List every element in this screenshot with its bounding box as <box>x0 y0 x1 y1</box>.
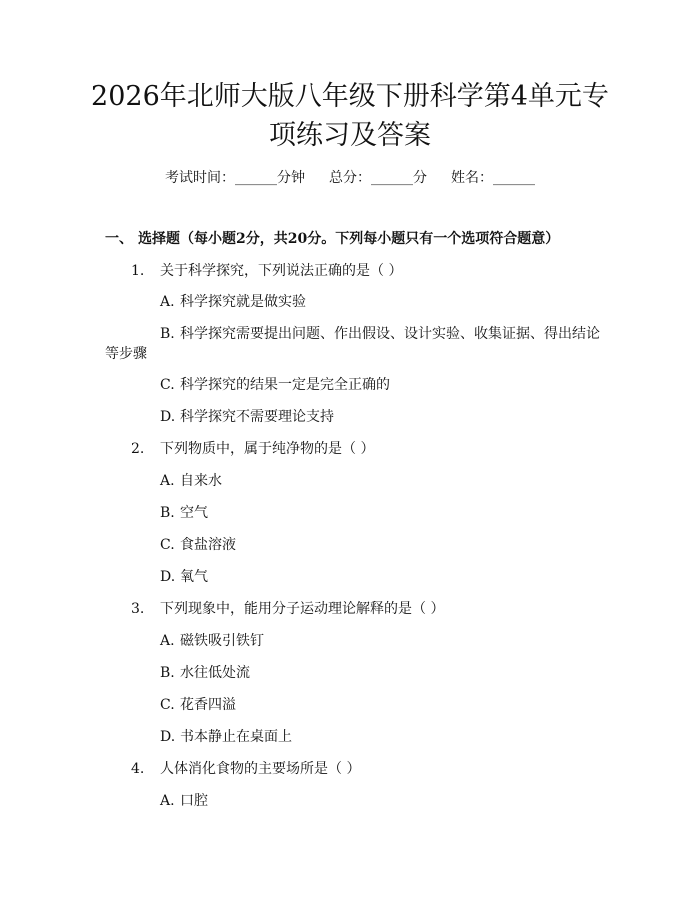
option-letter: D. <box>160 729 176 745</box>
time-label: 考试时间： <box>165 170 235 186</box>
time-blank: ______ <box>235 170 277 186</box>
option-text: 水往低处流 <box>180 665 250 681</box>
option-text: 科学探究的结果一定是完全正确的 <box>180 377 390 393</box>
time-unit: 分钟 <box>277 170 305 186</box>
document-title-line-1: 2026年北师大版八年级下册科学第4单元专 <box>91 81 609 112</box>
section-heading <box>105 229 559 249</box>
option-letter: C. <box>160 697 175 713</box>
option-letter: D. <box>160 409 176 425</box>
option-text: 食盐溶液 <box>180 537 236 553</box>
option-text: 磁铁吸引铁钉 <box>180 633 264 649</box>
option-text: 科学探究需要提出问题、作出假设、设计实验、收集证据、得出结论 <box>180 326 600 342</box>
option-text: 口腔 <box>180 793 208 809</box>
question-number: 2. <box>131 441 145 457</box>
question-text: 下列现象中，能用分子运动理论解释的是（ ） <box>160 601 445 617</box>
option-text: 科学探究就是做实验 <box>180 294 306 310</box>
option-letter: A. <box>160 793 175 809</box>
section-title: 选择题（每小题2分，共20分。下列每小题只有一个选项符合题意） <box>138 231 560 247</box>
option-letter: A. <box>160 294 175 310</box>
question-text: 关于科学探究，下列说法正确的是（ ） <box>160 263 403 279</box>
score-unit: 分 <box>413 170 427 186</box>
option-letter: C. <box>160 377 175 393</box>
name-label: 姓名： <box>451 170 493 186</box>
option-text: 书本静止在桌面上 <box>180 729 292 745</box>
question-number: 4. <box>131 761 145 777</box>
section-number: 一、 <box>105 231 133 247</box>
option-letter: B. <box>160 326 175 342</box>
question-number: 3. <box>131 601 145 617</box>
score-blank: ______ <box>371 170 413 186</box>
question-text: 下列物质中，属于纯净物的是（ ） <box>160 441 375 457</box>
option-letter: A. <box>160 473 175 489</box>
option-text: 花香四溢 <box>180 697 236 713</box>
option-letter: B. <box>160 505 175 521</box>
question-number: 1. <box>131 263 145 279</box>
option-text: 自来水 <box>180 473 222 489</box>
exam-info-line <box>0 168 700 188</box>
question-text: 人体消化食物的主要场所是（ ） <box>160 761 361 777</box>
option-text: 氧气 <box>180 569 208 585</box>
option-letter: C. <box>160 537 175 553</box>
name-blank: ______ <box>493 170 535 186</box>
option-text: 空气 <box>180 505 208 521</box>
option-letter: A. <box>160 633 175 649</box>
option-letter: B. <box>160 665 175 681</box>
document-title-line-2: 项练习及答案 <box>269 120 431 151</box>
option-text: 科学探究不需要理论支持 <box>180 409 334 425</box>
option-letter: D. <box>160 569 176 585</box>
question-1-option-b-continuation: 等步骤 <box>105 346 147 362</box>
score-label: 总分： <box>329 170 371 186</box>
